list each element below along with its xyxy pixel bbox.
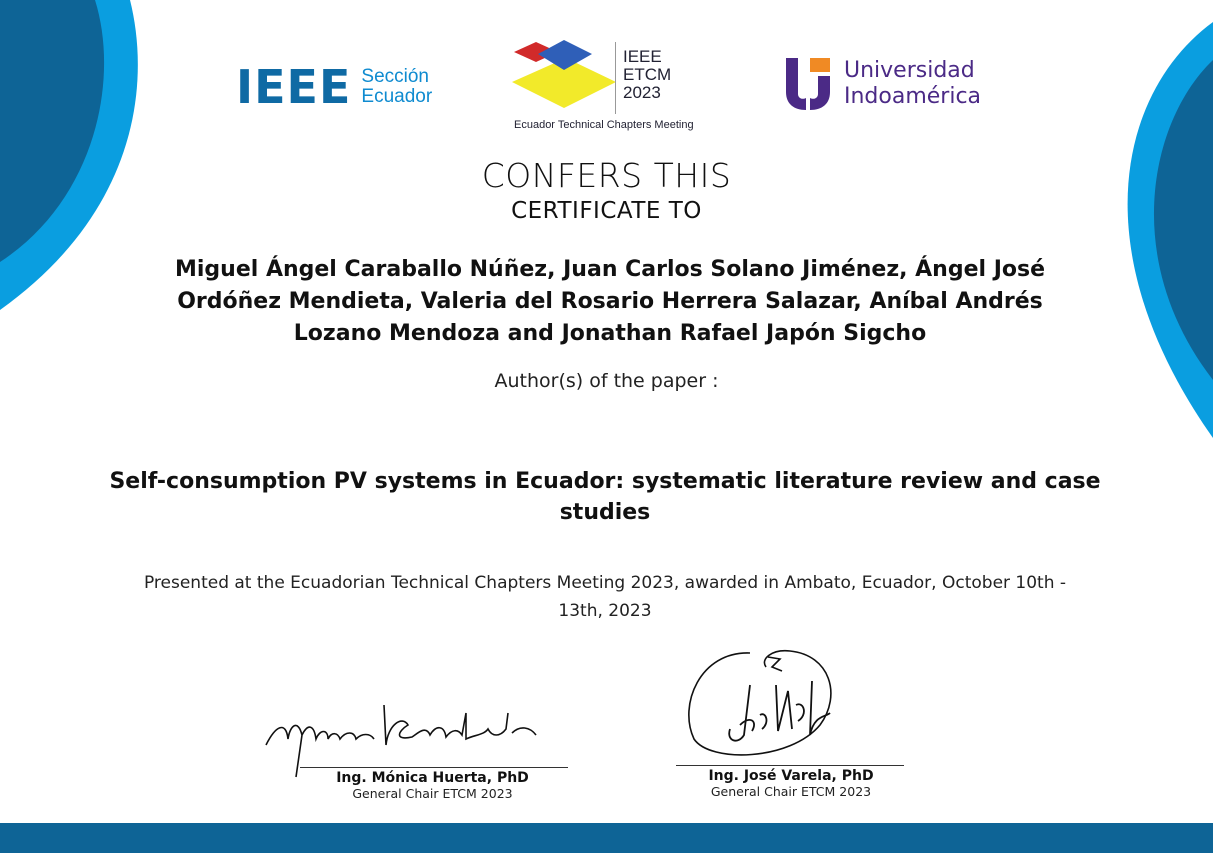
ieee-section-text	[361, 67, 432, 107]
etcm-blue-shape	[538, 40, 592, 70]
paper-title: Self-consumption PV systems in Ecuador: systematic literature review and case studies	[109, 469, 1101, 525]
signature-line-1	[300, 767, 568, 768]
etcm-line1: IEEE	[623, 47, 662, 66]
university-logo	[786, 58, 981, 110]
signatory-2-role: General Chair ETCM 2023	[710, 784, 872, 799]
etcm-divider	[615, 42, 616, 114]
signatory-1	[300, 770, 565, 801]
certificate-to-heading: CERTIFICATE TO	[511, 198, 702, 224]
signature-line-2	[676, 765, 904, 766]
university-name	[844, 58, 981, 110]
ieee-section-line1: Sección	[361, 66, 429, 87]
etcm-line2: ETCM	[623, 65, 672, 84]
university-line1: Universidad	[844, 58, 975, 83]
university-line2: Indoamérica	[844, 84, 982, 109]
signatory-1-role: General Chair ETCM 2023	[352, 786, 513, 801]
author-names: Miguel Ángel Caraballo Núñez, Juan Carlos Solano Jiménez, Ángel José Ordóñez Mendieta, Valeria del Rosario Herrera Salazar, Aníbal Andrés Lozano Mendoza and Jonathan Rafael Japón Sigcho	[174, 257, 1046, 346]
presented-text: Presented at the Ecuadorian Technical Chapters Meeting 2023, awarded in Ambato, Ecuador, October 10th - 13th, 2023	[143, 573, 1067, 621]
university-emblem-icon	[786, 58, 830, 110]
etcm-subtitle: Ecuador Technical Chapters Meeting	[514, 119, 694, 131]
signatory-1-name: Ing. Mónica Huerta, PhD	[336, 770, 529, 786]
etcm-line3: 2023	[623, 83, 661, 102]
author-label: Author(s) of the paper :	[494, 370, 719, 392]
bottom-bar	[0, 823, 1213, 853]
ieee-section-logo	[236, 60, 433, 114]
signatory-2-name: Ing. José Varela, PhD	[708, 768, 874, 784]
confers-heading: CONFERS THIS	[481, 156, 732, 195]
ieee-logo-word: IEEE	[236, 60, 352, 114]
signature-jose-varela	[680, 645, 840, 765]
etcm-logo-text	[623, 48, 671, 102]
signatory-2	[676, 768, 906, 799]
ieee-section-line2: Ecuador	[361, 86, 433, 107]
